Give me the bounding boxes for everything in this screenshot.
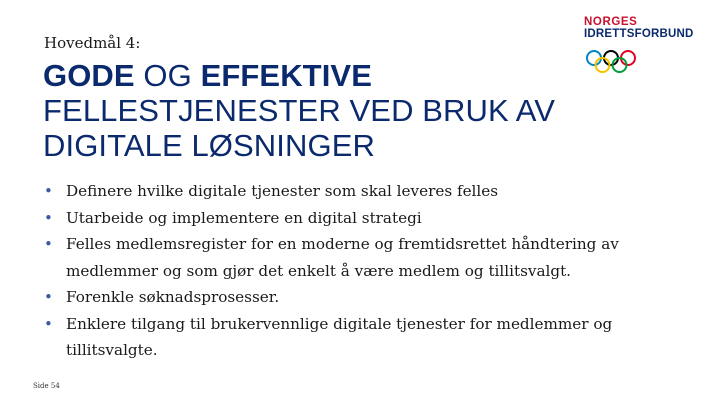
nif-logo: [584, 16, 700, 76]
bullet-item: [44, 311, 684, 364]
bullet-dot-icon: •: [44, 208, 53, 227]
title-word-effektive: EFFEKTIVE: [200, 58, 372, 93]
bullet-dot-icon: •: [44, 235, 53, 253]
bullet-dot-icon: •: [44, 182, 53, 200]
bullet-text: Felles medlemsregister for en moderne og fremtidsrettet håndtering av medlemmer og som gjør det enkelt å være medlem og tillitsvalgt.: [66, 235, 619, 280]
bullet-item: [44, 178, 684, 205]
page-number: Side 54: [33, 382, 60, 390]
bullet-text: Enklere tilgang til brukervennlige digitale tjenester for medlemmer og tillitsvalgte.: [66, 314, 613, 359]
bullet-text: Definere hvilke digitale tjenester som skal leveres felles: [66, 182, 499, 200]
title-line-2: FELLESTJENESTER VED BRUK AV: [43, 93, 556, 128]
bullet-item: [44, 205, 684, 232]
logo-text-idrettsforbund: IDRETTSFORBUND: [584, 28, 694, 40]
bullet-list: [44, 178, 684, 364]
title-word-gode: GODE: [43, 58, 135, 93]
olympic-rings-icon: [585, 49, 637, 75]
bullet-text: Forenkle søknadsprosesser.: [66, 288, 280, 306]
logo-text-norges: NORGES: [584, 16, 638, 28]
title-word-og: OG: [134, 58, 201, 93]
bullet-dot-icon: •: [44, 314, 53, 333]
bullet-item: [44, 284, 684, 311]
slide-title: [43, 58, 603, 163]
bullet-dot-icon: •: [44, 288, 53, 306]
title-line-3: DIGITALE LØSNINGER: [43, 128, 375, 163]
slide-kicker: Hovedmål 4:: [44, 34, 141, 52]
title-line-1: [43, 58, 603, 93]
bullet-text: Utarbeide og implementere en digital strategi: [66, 208, 422, 227]
bullet-item: [44, 231, 684, 284]
